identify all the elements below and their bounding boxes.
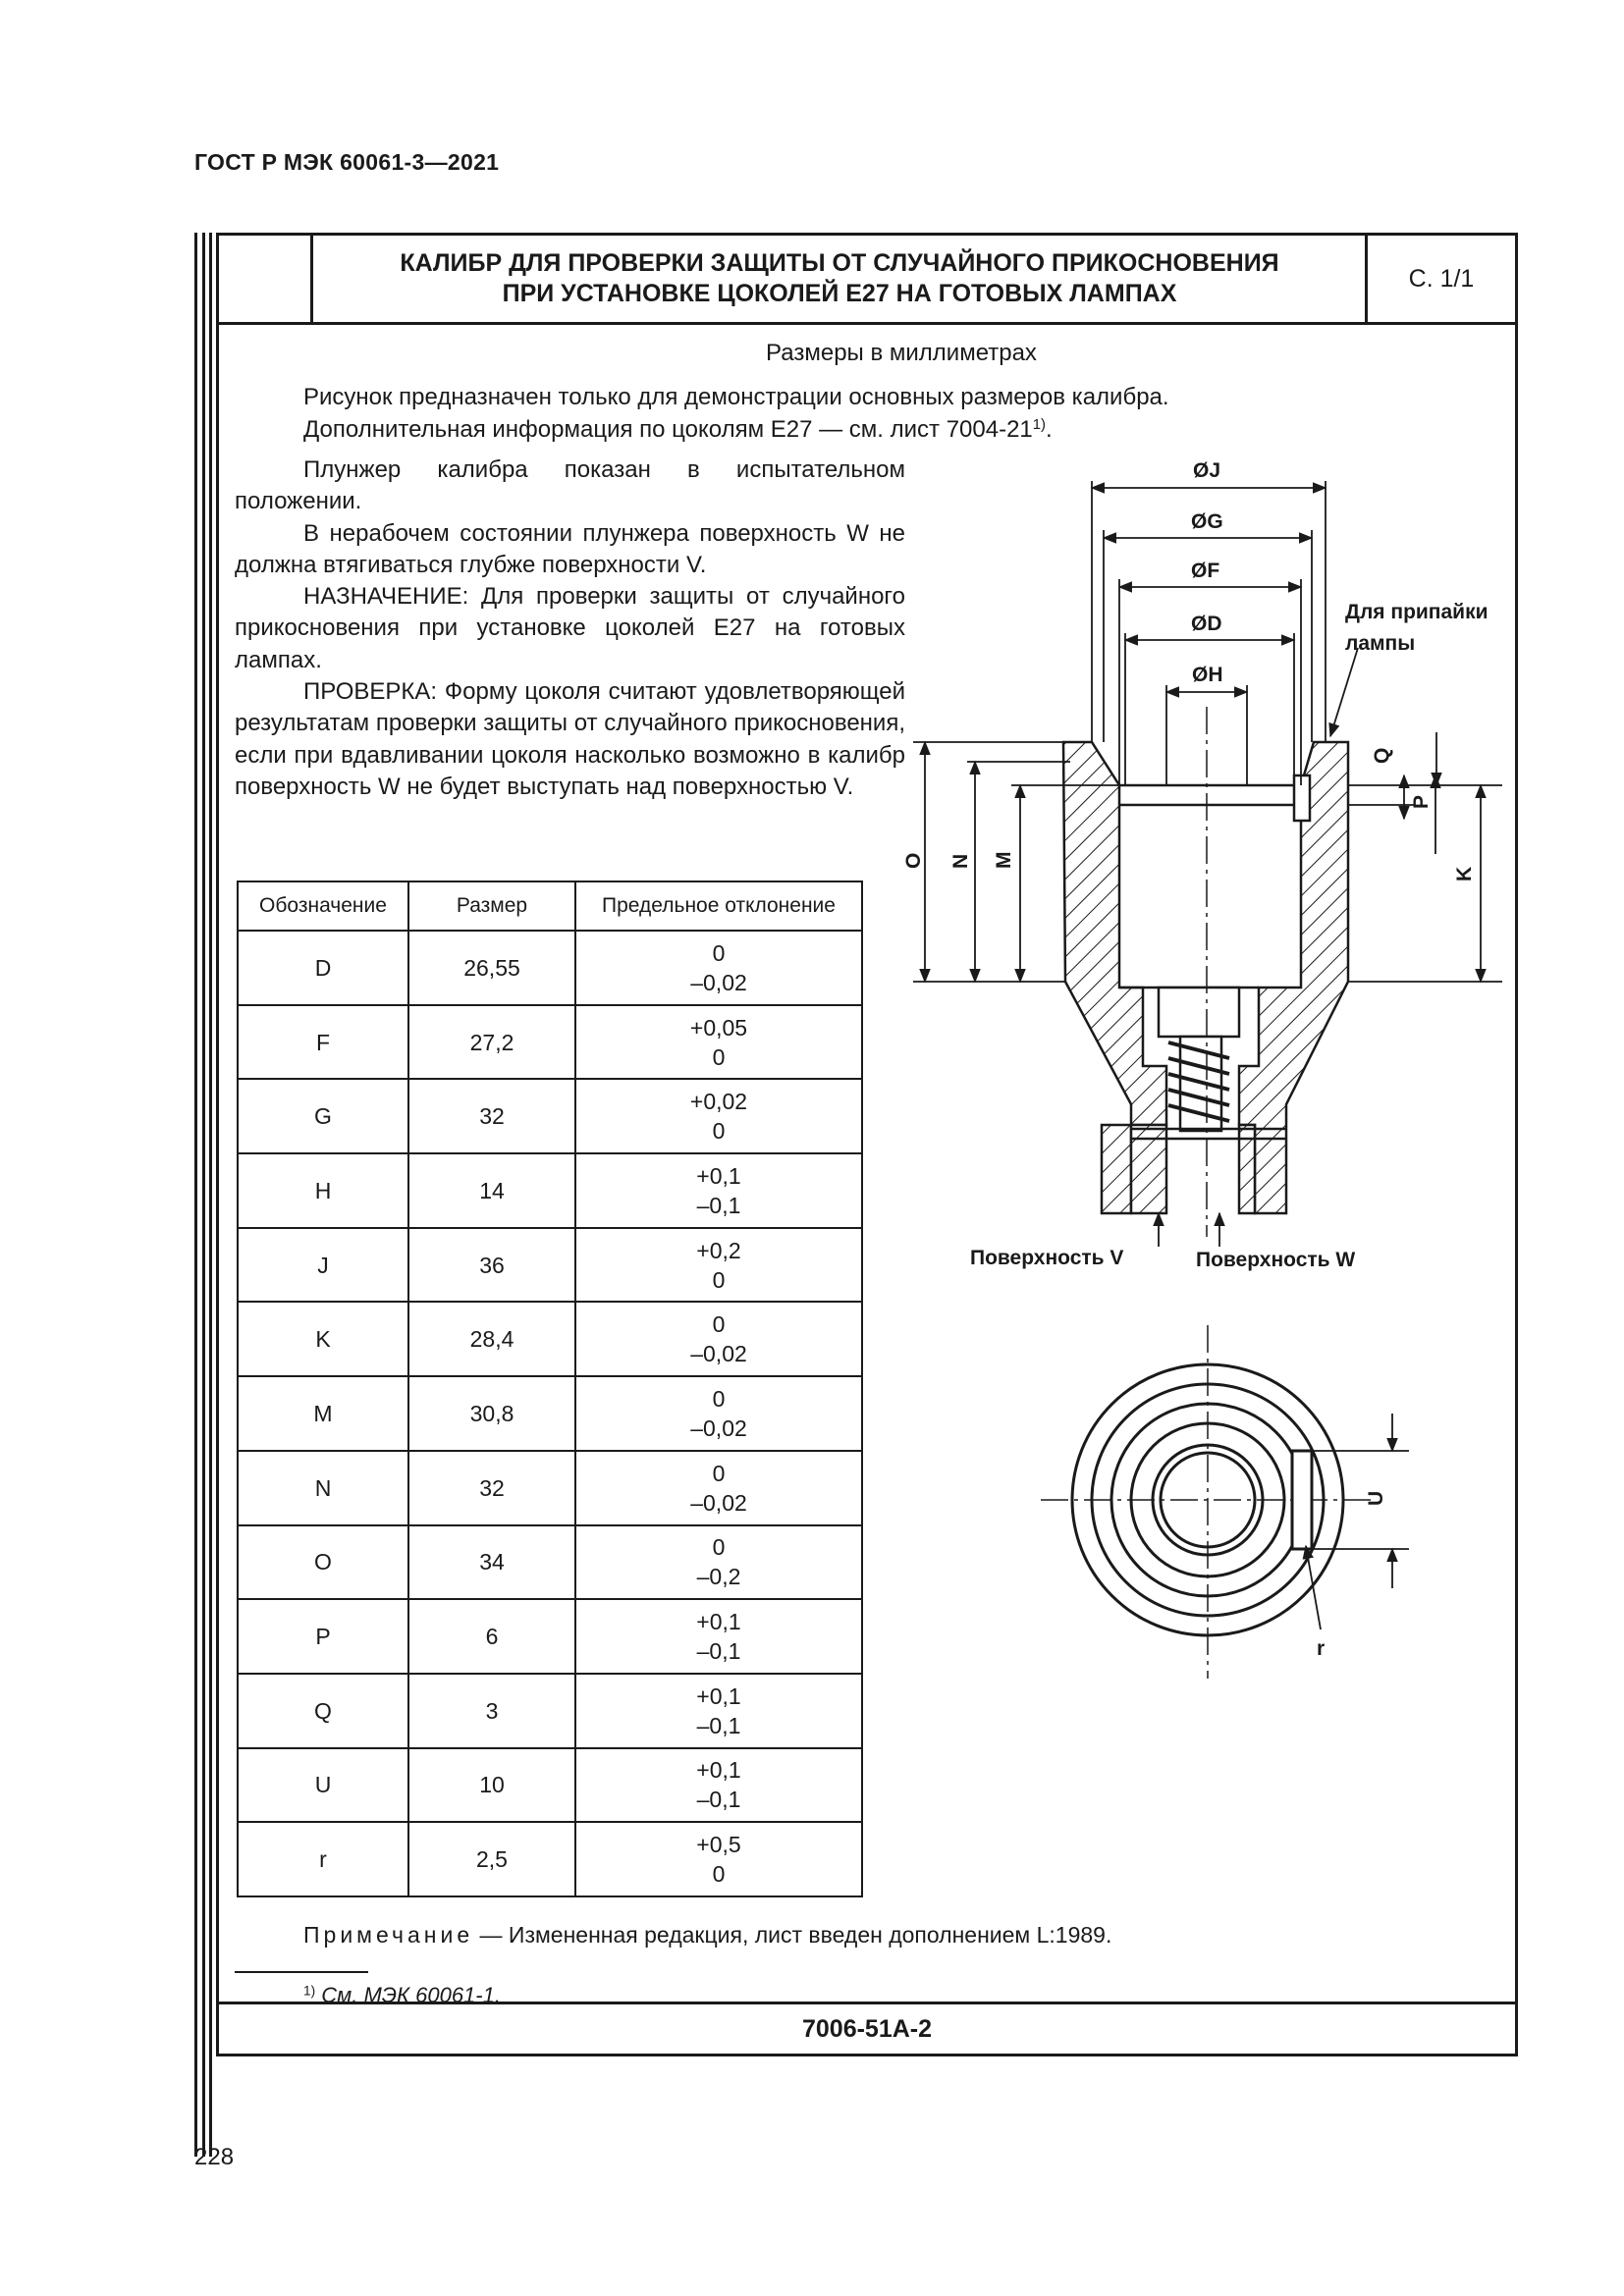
col-header-tolerance: Предельное отклонение [575, 881, 862, 931]
sheet-number: 7006-51А-2 [219, 2002, 1515, 2054]
intro-line-1: Рисунок предназначен только для демонстрации основных размеров калибра. [303, 384, 1169, 410]
note-label: Примечание [303, 1922, 474, 1948]
cell-symbol: P [238, 1599, 408, 1674]
footnote-ref: 1) [1032, 416, 1047, 433]
cell-size: 30,8 [408, 1376, 575, 1451]
tolerance-upper: 0 [712, 1460, 726, 1486]
units-caption: Размеры в миллиметрах [766, 340, 1037, 366]
label-K: K [1453, 866, 1476, 881]
cell-size: 10 [408, 1748, 575, 1823]
tolerance-lower: 0 [712, 1043, 726, 1070]
page-number: 228 [194, 2144, 235, 2170]
tolerance-lower: 0 [712, 1266, 726, 1293]
label-surface-w: Поверхность W [1196, 1249, 1356, 1271]
cell-symbol: M [238, 1376, 408, 1451]
col-header-size: Размер [408, 881, 575, 931]
tolerance-upper: +0,02 [689, 1089, 748, 1115]
cell-symbol: K [238, 1302, 408, 1376]
label-M: M [993, 851, 1015, 869]
tolerance-lower: –0,1 [696, 1712, 741, 1738]
cell-symbol: J [238, 1228, 408, 1303]
tolerance-lower: –0,02 [690, 969, 747, 995]
cell-size: 2,5 [408, 1822, 575, 1896]
paragraph-plunger: Плунжер калибра показан в испытательном положении. [235, 456, 905, 515]
label-Q: Q [1371, 747, 1393, 764]
cell-symbol: G [238, 1079, 408, 1153]
intro-line-2-text: Дополнительная информация по цоколям Е27 — см. лист 7004-21 [303, 416, 1033, 443]
cell-symbol: O [238, 1525, 408, 1600]
label-J: ØJ [1193, 459, 1221, 482]
tolerance-upper: 0 [712, 1385, 726, 1412]
tolerance-lower: –0,1 [696, 1638, 741, 1665]
tolerance-upper: 0 [712, 1534, 726, 1561]
tolerance-upper: +0,1 [696, 1682, 741, 1709]
cell-symbol: U [238, 1748, 408, 1823]
title-line-1: КАЛИБР ДЛЯ ПРОВЕРКИ ЗАЩИТЫ ОТ СЛУЧАЙНОГО ПРИКОСНОВЕНИЯ [400, 249, 1279, 277]
tolerance-lower: –0,1 [696, 1787, 741, 1813]
cell-symbol: N [238, 1451, 408, 1525]
label-solder: Для припайки [1345, 601, 1489, 623]
tolerance-upper: 0 [712, 1311, 726, 1338]
col-header-symbol: Обозначение [238, 881, 408, 931]
label-solder-2: лампы [1345, 632, 1416, 655]
sheet-page: С. 1/1 [1365, 236, 1515, 322]
note-text: — Измененная редакция, лист введен дополнением L:1989. [473, 1922, 1112, 1948]
tolerance-upper: +0,1 [696, 1162, 741, 1189]
label-U: U [1365, 1490, 1387, 1506]
label-F: ØF [1191, 560, 1220, 582]
cell-symbol: Q [238, 1674, 408, 1748]
paragraph-surface: В нерабочем состоянии плунжера поверхность W не должна втягиваться глубже поверхности V. [235, 519, 905, 578]
tolerance-upper: +0,1 [696, 1609, 741, 1635]
title-line-2: ПРИ УСТАНОВКЕ ЦОКОЛЕЙ Е27 НА ГОТОВЫХ ЛАМПАХ [502, 280, 1177, 307]
cell-size: 6 [408, 1599, 575, 1674]
cell-symbol: D [238, 931, 408, 1005]
cell-size: 32 [408, 1451, 575, 1525]
cell-size: 27,2 [408, 1005, 575, 1080]
tolerance-lower: 0 [712, 1861, 726, 1888]
tolerance-lower: –0,02 [690, 1341, 747, 1367]
label-H: ØH [1192, 664, 1223, 686]
cell-size: 26,55 [408, 931, 575, 1005]
tolerance-lower: –0,2 [696, 1564, 741, 1590]
footnote-mark: 1) [303, 1983, 316, 1999]
tolerance-upper: 0 [712, 939, 726, 966]
tolerance-upper: +0,5 [696, 1832, 741, 1858]
cell-symbol: H [238, 1153, 408, 1228]
label-surface-v: Поверхность V [970, 1247, 1124, 1269]
tolerance-lower: –0,1 [696, 1192, 741, 1218]
tolerance-upper: +0,1 [696, 1757, 741, 1784]
label-r: r [1317, 1637, 1326, 1660]
standard-header: ГОСТ Р МЭК 60061-3—2021 [194, 149, 500, 175]
cell-size: 3 [408, 1674, 575, 1748]
label-P: P [1410, 794, 1433, 809]
paragraph-purpose: НАЗНАЧЕНИЕ: Для проверки защиты от случайного прикосновения при установке цоколей Е27 на готовых лампах. [235, 583, 905, 673]
tolerance-upper: +0,05 [689, 1014, 748, 1041]
section-view [1063, 707, 1348, 1237]
tolerance-lower: 0 [712, 1118, 726, 1145]
label-D: ØD [1191, 613, 1222, 635]
cell-size: 36 [408, 1228, 575, 1303]
label-O: O [902, 852, 925, 869]
cell-size: 14 [408, 1153, 575, 1228]
cell-size: 32 [408, 1079, 575, 1153]
tolerance-lower: –0,02 [690, 1415, 747, 1441]
paragraph-check: ПРОВЕРКА: Форму цоколя считают удовлетворяющей результатам проверки защиты от случайного прикосновения, если при вдавливании цоколя насколько возможно в калибр поверхность W не будет выступать над поверхностью V. [235, 678, 905, 800]
cell-size: 28,4 [408, 1302, 575, 1376]
label-N: N [949, 853, 972, 869]
intro-line-2-end: . [1046, 416, 1053, 443]
tolerance-lower: –0,02 [690, 1489, 747, 1516]
cell-symbol: F [238, 1005, 408, 1080]
label-G: ØG [1191, 510, 1223, 533]
cell-size: 34 [408, 1525, 575, 1600]
cell-symbol: r [238, 1822, 408, 1896]
footnote-text: См. МЭК 60061-1. [321, 1983, 501, 2007]
tolerance-upper: +0,2 [696, 1237, 741, 1263]
plan-view [1041, 1325, 1409, 1679]
